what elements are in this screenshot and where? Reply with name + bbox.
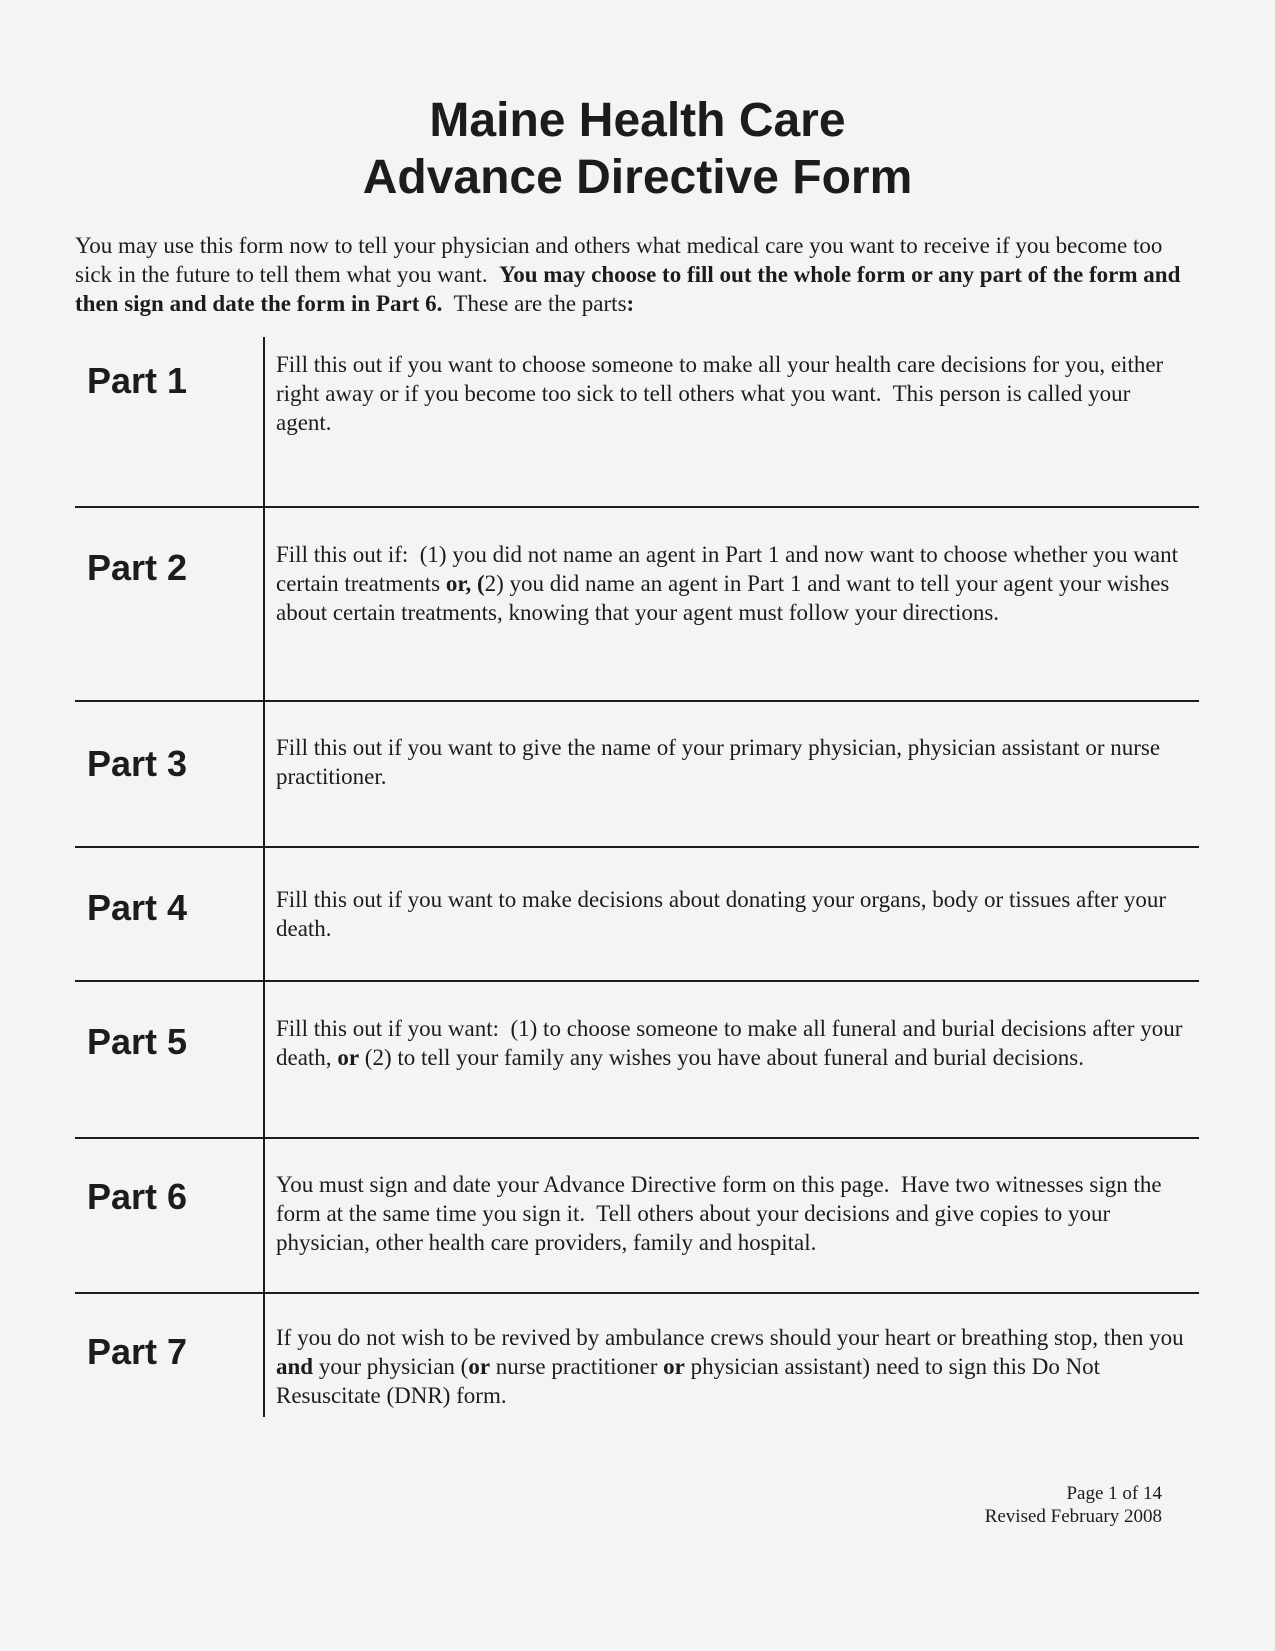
intro-end-text: These are the parts xyxy=(453,291,627,316)
part-row xyxy=(75,337,1199,506)
part-description-text xyxy=(276,1170,1186,1257)
part-label: Part 7 xyxy=(87,1331,188,1372)
title-line-1: Maine Health Care xyxy=(429,94,846,147)
part-row xyxy=(75,1137,1199,1292)
part-text: physician assistant) need to sign this Do Not Resuscitate (DNR) form. xyxy=(276,1354,1106,1408)
part-text: Fill this out if you want: (1) to choose someone to make all funeral and burial decisions after your death, xyxy=(276,1016,1189,1070)
part-description-text xyxy=(276,540,1186,627)
part-description xyxy=(263,508,1193,700)
form-title xyxy=(0,92,1275,206)
part-text: Fill this out if you want to choose someone to make all your health care decisions for you, either right away or if you become too sick to tell others what you want. This person is called your agent. xyxy=(276,352,1169,435)
part-description xyxy=(263,982,1193,1137)
part-text-bold: or xyxy=(468,1354,491,1379)
part-description-text xyxy=(276,1014,1189,1072)
intro-colon: : xyxy=(626,291,635,316)
part-text-bold: or, ( xyxy=(445,571,485,596)
part-label: Part 2 xyxy=(87,547,188,588)
part-row xyxy=(75,846,1199,980)
part-text: Fill this out if you want to give the name of your primary physician, physician assistant or nurse practitioner. xyxy=(276,735,1166,789)
intro-paragraph xyxy=(75,231,1205,318)
part-text: Fill this out if: (1) you did not name an agent in Part 1 and now want to choose whether you want certain treatments xyxy=(276,542,1184,596)
part-row xyxy=(75,980,1199,1137)
part-text-bold: or xyxy=(337,1045,360,1070)
part-label: Part 5 xyxy=(87,1021,188,1062)
part-description xyxy=(263,848,1193,980)
part-description xyxy=(263,337,1193,506)
part-text: (2) to tell your family any wishes you have about funeral and burial decisions. xyxy=(359,1045,1084,1070)
part-text: You must sign and date your Advance Directive form on this page. Have two witnesses sign the form at the same time you sign it. Tell others about your decisions and give copies to your physician, other health care providers, family and hospital. xyxy=(276,1172,1168,1255)
title-line-2: Advance Directive Form xyxy=(362,151,913,204)
part-row xyxy=(75,1292,1199,1417)
part-text-bold: or xyxy=(663,1354,685,1379)
part-description xyxy=(263,702,1193,846)
part-text: your physician ( xyxy=(313,1354,469,1379)
page-number: Page 1 of 14 xyxy=(1066,1483,1162,1504)
intro-text: You may use this form now to tell your physician and others what medical care you want to receive if you become too sick in the future to tell them what you want. xyxy=(75,233,1163,287)
part-row xyxy=(75,700,1199,846)
part-description-text xyxy=(276,885,1186,943)
part-text: Fill this out if you want to make decisions about donating your organs, body or tissues after your death. xyxy=(276,887,1172,941)
part-label: Part 3 xyxy=(87,743,188,784)
page-footer xyxy=(985,1482,1162,1528)
part-label: Part 1 xyxy=(87,360,188,401)
part-description-text xyxy=(276,350,1186,437)
intro-bold-text: You may choose to fill out the whole form or any part of the form and then sign and date the form in Part 6. xyxy=(75,262,1181,316)
part-description xyxy=(263,1139,1193,1292)
parts-table xyxy=(75,337,1199,1417)
part-text: 2) you did name an agent in Part 1 and want to tell your agent your wishes about certain treatments, knowing that your agent must follow your directions. xyxy=(276,571,1176,625)
part-text-bold: and xyxy=(276,1354,314,1379)
revision-date: Revised February 2008 xyxy=(984,1506,1162,1527)
part-row xyxy=(75,506,1199,700)
part-text: nurse practitioner xyxy=(490,1354,664,1379)
part-label: Part 4 xyxy=(87,887,188,928)
part-label: Part 6 xyxy=(87,1176,188,1217)
part-description-text xyxy=(276,733,1186,791)
part-description xyxy=(263,1294,1193,1417)
part-description-text xyxy=(276,1323,1190,1410)
part-text: If you do not wish to be revived by ambulance crews should your heart or breathing stop, then you xyxy=(276,1325,1190,1350)
